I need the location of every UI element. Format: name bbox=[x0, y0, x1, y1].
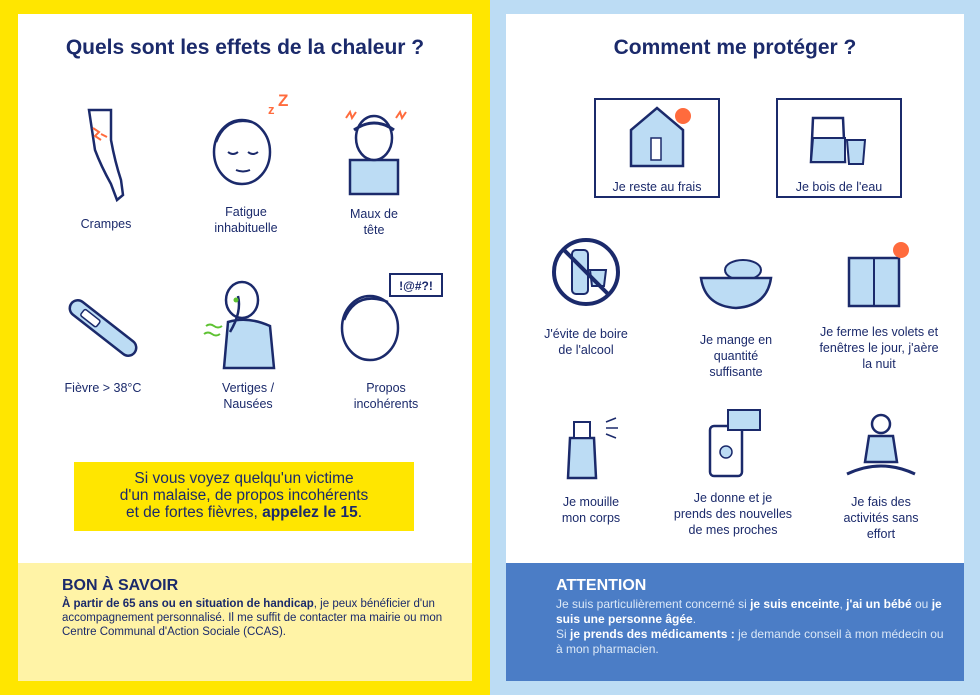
attention-bold: j'ai un bébé bbox=[846, 597, 912, 611]
tip-label: Je fais des activités sans effort bbox=[843, 495, 919, 541]
attention-title: ATTENTION bbox=[556, 577, 647, 594]
effect-label: Vertiges / Nausées bbox=[221, 381, 275, 411]
protection-title: Comment me protéger ? bbox=[613, 36, 857, 59]
tip-close-shutters bbox=[814, 238, 944, 372]
attention-section bbox=[506, 563, 964, 681]
tip-keep-in-touch bbox=[658, 408, 808, 538]
thermometer-icon bbox=[53, 288, 153, 368]
tip-label: Je reste au frais bbox=[612, 180, 702, 194]
tired-face-icon bbox=[196, 92, 296, 202]
attention-part: Si bbox=[556, 627, 571, 641]
attention-part: je demande conseil à mon médecin ou à mon pharmacien. bbox=[556, 627, 944, 656]
attention-text-2 bbox=[556, 627, 946, 657]
effect-incoherent-speech bbox=[326, 270, 446, 412]
water-jug-icon bbox=[799, 100, 879, 170]
good-to-know-body: , je peux bénéficier d'un accompagnement personnalisé. Il me suffit de contacter ma mairie ou mon Centre Communal d'Action Sociale (CCAS). bbox=[62, 598, 443, 638]
spray-bottle-icon bbox=[556, 412, 626, 482]
shutters-icon bbox=[839, 238, 919, 310]
alert-line-2: d'un malaise, de propos incohérents bbox=[119, 487, 369, 504]
tip-stay-cool bbox=[594, 98, 720, 198]
effect-label: Propos incohérents bbox=[353, 381, 419, 411]
tip-label: J'évite de boire de l'alcool bbox=[544, 327, 628, 357]
attention-text-1 bbox=[556, 597, 946, 627]
effect-label: Crampes bbox=[80, 217, 132, 231]
effect-fever bbox=[48, 288, 158, 396]
tip-drink-water bbox=[776, 98, 902, 198]
attention-part: Je suis particulièrement concerné si bbox=[556, 597, 751, 611]
phone-message-icon bbox=[698, 408, 768, 480]
alert-line-1: Si vous voyez quelqu'un victime bbox=[134, 470, 354, 487]
effect-label: Fatigue inhabituelle bbox=[214, 205, 278, 235]
good-to-know-section bbox=[18, 563, 472, 681]
tip-label: Je ferme les volets et fenêtres le jour, j'aère la nuit bbox=[819, 325, 939, 371]
attention-part: , bbox=[839, 597, 847, 611]
headache-icon bbox=[334, 100, 414, 200]
tip-label: Je mouille mon corps bbox=[561, 495, 621, 525]
dizzy-person-icon bbox=[198, 272, 298, 372]
incoherent-speech-icon bbox=[326, 270, 446, 376]
emergency-alert-box bbox=[74, 462, 414, 531]
tip-eat-enough bbox=[676, 246, 796, 380]
alert-line-3 bbox=[74, 504, 414, 521]
effect-dizziness bbox=[188, 272, 308, 412]
good-to-know-text bbox=[62, 597, 454, 639]
effect-fatigue bbox=[186, 92, 306, 236]
no-alcohol-icon bbox=[548, 234, 624, 310]
tip-easy-activities bbox=[826, 412, 936, 542]
alert-text: et de fortes fièvres, bbox=[125, 504, 263, 521]
effect-label: Maux de tête bbox=[350, 207, 398, 237]
tip-avoid-alcohol bbox=[526, 234, 646, 358]
cool-house-icon bbox=[617, 100, 697, 170]
attention-bold: je suis une personne âgée bbox=[556, 597, 942, 626]
attention-bold: je prends des médicaments : bbox=[570, 627, 735, 641]
effect-headache bbox=[324, 100, 424, 238]
tip-label: Je donne et je prends des nouvelles de mes proches bbox=[673, 491, 793, 537]
good-to-know-title: BON À SAVOIR bbox=[62, 577, 179, 594]
svg-text:z: z bbox=[268, 102, 275, 117]
tip-wet-body bbox=[546, 412, 636, 526]
attention-part: ou bbox=[911, 597, 932, 611]
svg-text:Z: Z bbox=[278, 92, 289, 110]
attention-bold: je suis enceinte bbox=[750, 597, 840, 611]
effect-cramps bbox=[54, 100, 158, 232]
tip-label: Je mange en quantité suffisante bbox=[699, 333, 773, 379]
heat-effects-panel bbox=[18, 14, 472, 681]
alert-period: . bbox=[357, 504, 363, 521]
speech-bubble-text: !@#?! bbox=[399, 279, 433, 293]
effects-title: Quels sont les effets de la chaleur ? bbox=[65, 36, 425, 59]
protection-panel bbox=[506, 14, 964, 681]
good-to-know-bold: À partir de 65 ans ou en situation de handicap bbox=[62, 598, 314, 610]
call-15-text: appelez le 15 bbox=[262, 504, 358, 521]
effect-label: Fièvre > 38°C bbox=[64, 381, 142, 395]
leg-cramp-icon bbox=[71, 100, 141, 210]
food-bowl-icon bbox=[691, 246, 781, 312]
meditation-icon bbox=[841, 412, 921, 482]
attention-part: . bbox=[692, 612, 697, 626]
tip-label: Je bois de l'eau bbox=[795, 180, 883, 194]
